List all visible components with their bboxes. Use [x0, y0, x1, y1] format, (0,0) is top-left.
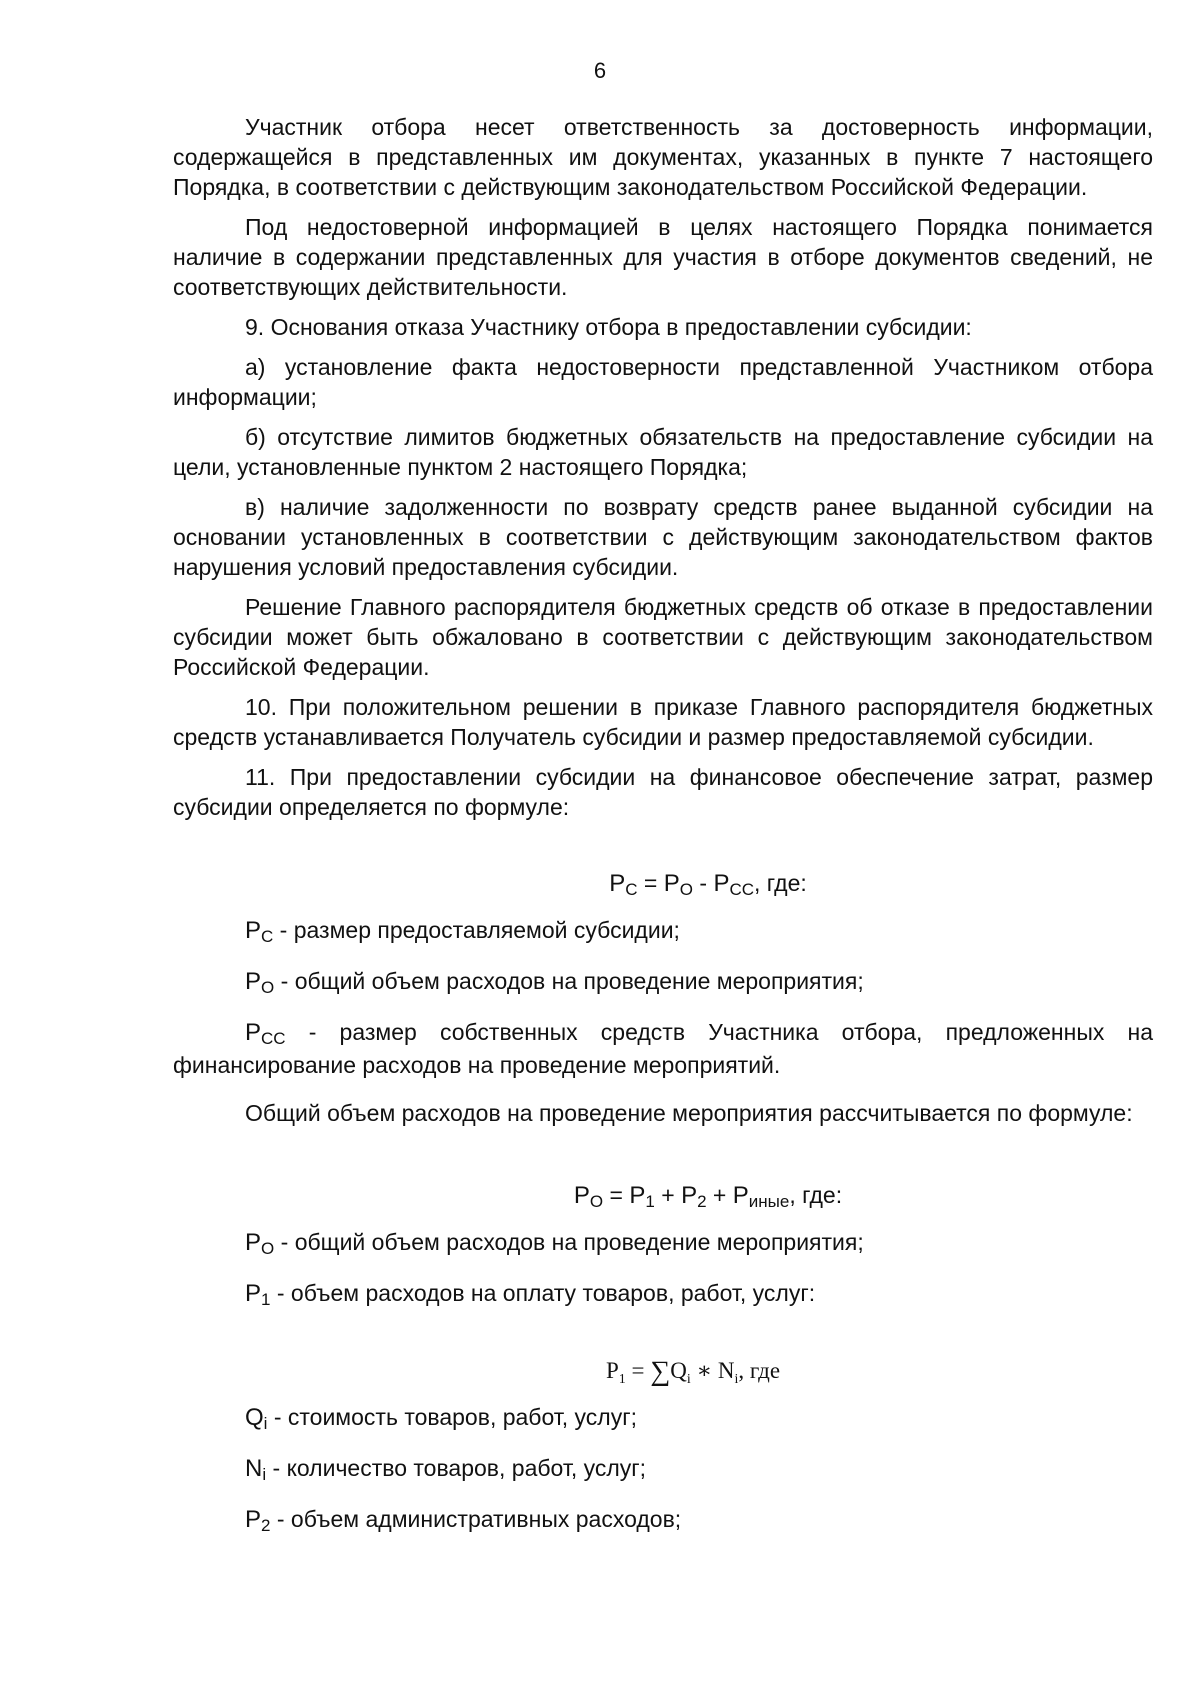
formula-symbol: P — [663, 870, 680, 897]
paragraph-clause-9: 9. Основания отказа Участнику отбора в предоставлении субсидии: — [245, 314, 972, 340]
paragraph-clause-9c: в) наличие задолженности по возврату средств ранее выданной субсидии на основании установленных в соответствии с действующим законодательством фактов нарушения условий предоставления субсидии. — [173, 494, 1153, 580]
formula-subscript: 2 — [697, 1192, 707, 1211]
formula-tail: , где — [738, 1358, 781, 1383]
formula-symbol: P — [605, 1358, 619, 1383]
definition-po-2 — [173, 1227, 1153, 1260]
definition-subscript: O — [261, 1239, 275, 1258]
formula-symbol: P — [573, 1182, 590, 1209]
definition-subscript: O — [261, 978, 275, 997]
formula-symbol: N — [717, 1358, 735, 1383]
definition-symbol: P — [245, 968, 262, 995]
paragraph-appeal: Решение Главного распорядителя бюджетных средств об отказе в предоставлении субсидии может быть обжаловано в соответствии с действующим законодательством Российской Федерации. — [173, 594, 1153, 680]
definition-ni — [173, 1453, 1153, 1486]
formula-goods-expenses — [173, 1355, 1153, 1390]
formula-operator: + — [706, 1182, 733, 1208]
definition-subscript: CC — [261, 1029, 286, 1048]
formula-subscript: O — [679, 880, 693, 899]
definition-pcc — [173, 1017, 1153, 1080]
paragraph-responsibility: Участник отбора несет ответственность за достоверность информации, содержащейся в представленных им документах, указанных в пункте 7 настоящего Порядка, в соответствии с действующим законодательством Российской Федерации. — [173, 114, 1153, 200]
paragraph-clause-11: 11. При предоставлении субсидии на финансовое обеспечение затрат, размер субсидии определяется по формуле: — [173, 764, 1153, 820]
paragraph-false-info-definition: Под недостоверной информацией в целях настоящего Порядка понимается наличие в содержании представленных для участия в отборе документов сведений, не соответствующих действительности. — [173, 214, 1153, 300]
page-number: 6 — [593, 58, 607, 83]
definition-text: - размер предоставляемой субсидии; — [273, 917, 680, 943]
definition-qi — [173, 1402, 1153, 1435]
formula-subscript: 1 — [618, 1372, 626, 1387]
definition-subscript: 1 — [261, 1290, 271, 1309]
definition-symbol: P — [245, 917, 262, 944]
document-body — [173, 112, 1153, 1555]
formula-subscript: CC — [729, 880, 755, 899]
definition-text: - стоимость товаров, работ, услуг; — [267, 1404, 637, 1430]
definition-po — [173, 966, 1153, 999]
definition-pc — [173, 915, 1153, 948]
definition-symbol: P — [245, 1506, 262, 1533]
formula-tail: , где: — [789, 1182, 843, 1208]
formula-subscript: i — [734, 1372, 739, 1387]
definition-text: - объем расходов на оплату товаров, работ, услуг: — [270, 1280, 816, 1306]
formula-symbol: P — [732, 1182, 749, 1209]
formula-operator: = — [625, 1358, 651, 1383]
formula-symbol: P — [629, 1182, 646, 1209]
formula-total-expenses — [173, 1180, 1153, 1213]
formula-subscript: i — [686, 1372, 691, 1387]
definition-subscript: i — [262, 1465, 267, 1484]
formula-symbol: P — [681, 1182, 698, 1209]
paragraph-total-expenses: Общий объем расходов на проведение мероприятия рассчитывается по формуле: — [245, 1100, 1133, 1126]
paragraph-clause-9b: б) отсутствие лимитов бюджетных обязательств на предоставление субсидии на цели, установленные пунктом 2 настоящего Порядка; — [173, 424, 1153, 480]
formula-subscript: C — [625, 880, 638, 899]
paragraph-clause-9a: а) установление факта недостоверности представленной Участником отбора информации; — [173, 354, 1153, 410]
formula-symbol: P — [713, 870, 730, 897]
definition-text: - общий объем расходов на проведение мероприятия; — [274, 968, 864, 994]
formula-subscript: 1 — [645, 1192, 655, 1211]
definition-symbol: P — [245, 1019, 262, 1046]
definition-subscript: C — [261, 927, 274, 946]
formula-symbol: P — [609, 870, 626, 897]
definition-p1 — [173, 1278, 1153, 1311]
definition-symbol: P — [245, 1229, 262, 1256]
definition-text: - общий объем расходов на проведение мероприятия; — [274, 1229, 864, 1255]
definition-text: - объем административных расходов; — [270, 1506, 682, 1532]
formula-subsidy-size — [173, 868, 1153, 901]
formula-operator: = — [637, 870, 664, 896]
formula-symbol: Q — [670, 1358, 687, 1383]
sum-icon: ∑ — [650, 1356, 671, 1387]
formula-tail: , где: — [754, 870, 807, 896]
definition-text: - количество товаров, работ, услуг; — [266, 1455, 647, 1481]
definition-symbol: P — [245, 1280, 262, 1307]
formula-operator: - — [692, 870, 714, 896]
definition-symbol: N — [245, 1455, 263, 1482]
definition-subscript: i — [263, 1414, 268, 1433]
formula-subscript: иные — [748, 1192, 790, 1211]
definition-text: - размер собственных средств Участника отбора, предложенных на финансирование расходов на проведение мероприятий. — [173, 1019, 1153, 1078]
definition-p2 — [173, 1504, 1153, 1537]
formula-operator: + — [654, 1182, 682, 1208]
formula-subscript: O — [589, 1192, 604, 1211]
definition-symbol: Q — [245, 1404, 264, 1431]
formula-operator: ∗ — [690, 1358, 718, 1383]
formula-operator: = — [603, 1182, 630, 1208]
definition-subscript: 2 — [261, 1516, 271, 1535]
paragraph-clause-10: 10. При положительном решении в приказе Главного распорядителя бюджетных средств устанавливается Получатель субсидии и размер предоставляемой субсидии. — [173, 694, 1153, 750]
